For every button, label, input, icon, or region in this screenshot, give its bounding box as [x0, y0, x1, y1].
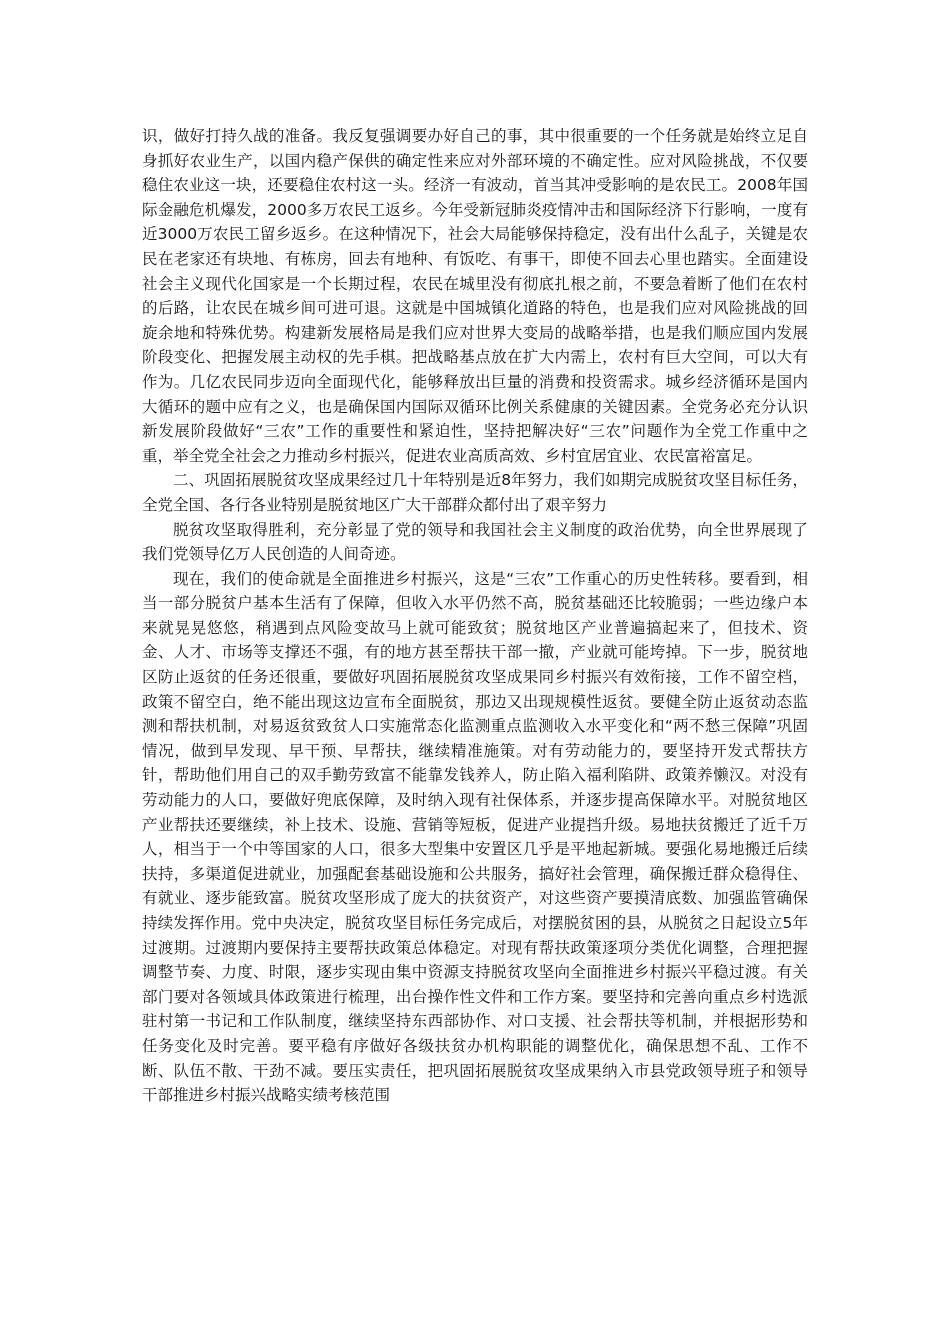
paragraph-section-heading: 二、巩固拓展脱贫攻坚成果经过几十年特别是近8年努力，我们如期完成脱贫攻坚目标任务，全党全国、各行各业特别是脱贫地区广大干部群众都付出了艰辛努力: [142, 471, 808, 514]
document-page: [142, 124, 808, 1108]
paragraph-continued: 识，做好打持久战的准备。我反复强调要办好自己的事，其中很重要的一个任务就是始终立足自身抓好农业生产，以国内稳产保供的确定性来应对外部环境的不确定性。应对风险挑战，不仅要稳住农业这一块，还要稳住农村这一头。经济一有波动，首当其冲受影响的是农民工。2008年国际金融危机爆发，2000多万农民工返乡。今年受新冠肺炎疫情冲击和国际经济下行影响，一度有近3000万农民工留乡返乡。在这种情况下，社会大局能够保持稳定，没有出什么乱子，关键是农民在老家还有块地、有栋房，回去有地种、有饭吃、有事干，即使不回去心里也踏实。全面建设社会主义现代化国家是一个长期过程，农民在城里没有彻底扎根之前，不要急着断了他们在农村的后路，让农民在城乡间可进可退。这就是中国城镇化道路的特色，也是我们应对风险挑战的回旋余地和特殊优势。构建新发展格局是我们应对世界大变局的战略举措，也是我们顺应国内发展阶段变化、把握发展主动权的先手棋。把战略基点放在扩大内需上，农村有巨大空间，可以大有作为。几亿农民同步迈向全面现代化，能够释放出巨量的消费和投资需求。城乡经济循环是国内大循环的题中应有之义，也是确保国内国际双循环比例关系健康的关键因素。全党务必充分认识新发展阶段做好“三农”工作的重要性和紧迫性，坚持把解决好“三农”问题作为全党工作重中之重，举全党全社会之力推动乡村振兴，促进农业高质高效、乡村宜居宜业、农民富裕富足。: [142, 127, 808, 465]
paragraph-poverty-victory: 脱贫攻坚取得胜利，充分彰显了党的领导和我国社会主义制度的政治优势，向全世界展现了我们党领导亿万人民创造的人间奇迹。: [142, 520, 808, 564]
paragraph-rural-revitalization: 现在，我们的使命就是全面推进乡村振兴，这是“三农”工作重心的历史性转移。要看到，相当一部分脱贫户基本生活有了保障，但收入水平仍然不高，脱贫基础还比较脆弱；一些边缘户本来就晃晃悠悠，稍遇到点风险变故马上就可能致贫；脱贫地区产业普遍搞起来了，但技术、资金、人才、市场等支撑还不强，有的地方甚至帮扶干部一撤，产业就可能垮掉。下一步，脱贫地区防止返贫的任务还很重，要做好巩固拓展脱贫攻坚成果同乡村振兴有效衔接，工作不留空档，政策不留空白，绝不能出现这边宣布全面脱贫，那边又出现规模性返贫。要健全防止返贫动态监测和帮扶机制，对易返贫致贫人口实施常态化监测重点监测收入水平变化和“两不愁三保障”巩固情况，做到早发现、早干预、早帮扶，继续精准施策。对有劳动能力的，要坚持开发式帮扶方针，帮助他们用自己的双手勤劳致富不能靠发钱养人，防止陷入福利陷阱、政策养懒汉。对没有劳动能力的人口，要做好兜底保障，及时纳入现有社保体系，并逐步提高保障水平。对脱贫地区产业帮扶还要继续，补上技术、设施、营销等短板，促进产业提挡升级。易地扶贫搬迁了近千万人，相当于一个中等国家的人口，很多大型集中安置区几乎是平地起新城。要强化易地搬迁后续扶持，多渠道促进就业，加强配套基础设施和公共服务，搞好社会管理，确保搬迁群众稳得住、有就业、逐步能致富。脱贫攻坚形成了庞大的扶贫资产，对这些资产要摸清底数、加强监管确保持续发挥作用。党中央决定，脱贫攻坚目标任务完成后，对摆脱贫困的县，从脱贫之日起设立5年过渡期。过渡期内要保持主要帮扶政策总体稳定。对现有帮扶政策逐项分类优化调整，合理把握调整节奏、力度、时限，逐步实现由集中资源支持脱贫攻坚向全面推进乡村振兴平稳过渡。有关部门要对各领域具体政策进行梳理，出台操作性文件和工作方案。要坚持和完善向重点乡村选派驻村第一书记和工作队制度，继续坚持东西部协作、对口支援、社会帮扶等机制，并根据形势和任务变化及时完善。要平稳有序做好各级扶贫办机构职能的调整优化，确保思想不乱、工作不断、队伍不散、干劲不减。要压实责任，把巩固拓展脱贫攻坚成果纳入市县党政领导班子和领导干部推进乡村振兴战略实绩考核范围: [142, 569, 808, 1105]
